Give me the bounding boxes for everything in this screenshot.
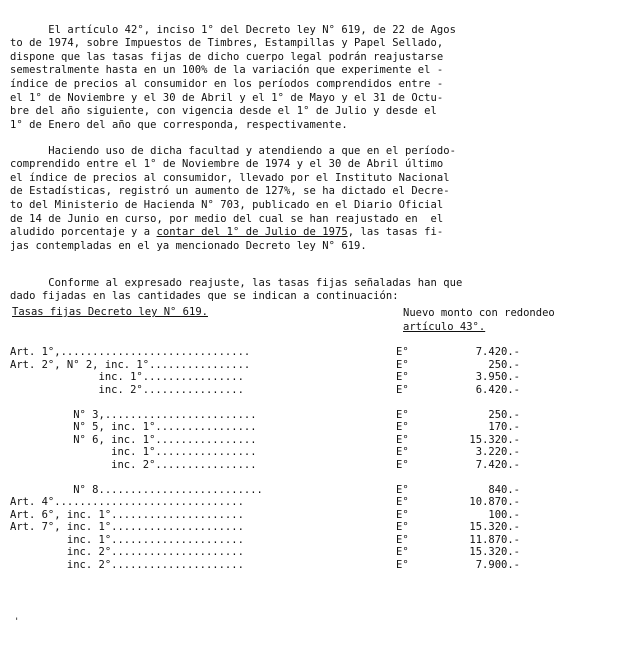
row-amount: 3.950.- <box>475 371 520 383</box>
row-label: inc. 2°..................... <box>10 558 244 571</box>
row-label: N° 5, inc. 1°................ <box>10 421 257 433</box>
table-row <box>10 546 520 559</box>
table-row <box>10 446 520 459</box>
row-amount: 15.320.- <box>469 521 520 533</box>
currency-symbol: E° <box>396 383 409 396</box>
stray-mark: ' <box>14 617 20 627</box>
table-row <box>10 359 520 372</box>
row-amount: 15.320.- <box>469 546 520 558</box>
row-amount: 6.420.- <box>475 383 520 396</box>
currency-symbol: E° <box>396 496 409 508</box>
row-amount: 170.- <box>488 421 520 433</box>
table-spacer-row <box>10 396 520 409</box>
table-row <box>10 346 520 359</box>
currency-symbol: E° <box>396 358 409 371</box>
row-label: Art. 4°.............................. <box>10 496 244 508</box>
currency-symbol: E° <box>396 521 409 533</box>
currency-symbol: E° <box>396 346 409 358</box>
table-row <box>10 371 520 384</box>
table-row <box>10 521 520 534</box>
row-label: inc. 2°................ <box>10 383 244 396</box>
table-row <box>10 421 520 434</box>
currency-symbol: E° <box>396 421 409 433</box>
currency-symbol: E° <box>396 433 409 446</box>
currency-symbol: E° <box>396 533 409 546</box>
paragraph-3: Conforme al expresado reajuste, las tasas fijas señaladas han que dado fijadas en las cantidades que se indican a continuación: <box>10 276 463 303</box>
row-label: inc. 2°..................... <box>10 546 244 558</box>
row-amount: 250.- <box>488 358 520 371</box>
row-amount: 7.900.- <box>475 558 520 571</box>
table-header-right: Nuevo monto con redondeo artículo 43°. <box>403 307 555 333</box>
paragraph-2: Haciendo uso de dicha facultad y atendiendo a que en el período- comprendido entre el 1° de Noviembre de 1974 y el 30 de Abril último el índice de precios al consumidor, llevado por el Instituto Nacional de Estadísticas, registró un aumento de 127%, se ha dictado el Decre- to del Ministerio de Hacienda N° 703, publicado en el Diario Oficial de 14 de Junio en curso, por medio del cual se han reajustado en el aludido porcentaje y a contar del 1° de Julio de 1975, las tasas fi- jas contempladas en el ya mencionado Decreto ley N° 619. <box>10 144 457 252</box>
row-label: inc. 1°................ <box>10 446 257 458</box>
table-header-left: Tasas fijas Decreto ley N° 619. <box>12 306 208 318</box>
row-amount: 840.- <box>488 483 520 496</box>
row-amount: 3.220.- <box>475 446 520 458</box>
row-amount: 15.320.- <box>469 433 520 446</box>
row-label: Art. 6°, inc. 1°..................... <box>10 508 244 521</box>
currency-symbol: E° <box>396 408 409 421</box>
currency-symbol: E° <box>396 546 409 558</box>
row-amount: 100.- <box>488 508 520 521</box>
row-amount: 7.420.- <box>475 346 520 358</box>
row-label: inc. 2°................ <box>10 458 257 471</box>
row-amount: 11.870.- <box>469 533 520 546</box>
row-label: Art. 7°, inc. 1°..................... <box>10 521 244 533</box>
row-label: inc. 1°..................... <box>10 533 244 546</box>
currency-symbol: E° <box>396 371 409 383</box>
table-spacer-row <box>10 471 520 484</box>
paragraph-1: El artículo 42°, inciso 1° del Decreto ley N° 619, de 22 de Agos to de 1974, sobre Impuestos de Timbres, Estampillas y Papel Sellado, dispone que las tasas fijas de dicho cuerpo legal podrán reajustarse semestralmente hasta en un 100% de la variación que experimente el - índice de precios al consumidor en los períodos comprendidos entre - el 1° de Noviembre y el 30 de Abril y el 1° de Mayo y el 31 de Octu- bre del año siguiente, con vigencia desde el 1° de Julio y desde el 1° de Enero del año que corresponda, respectivamente. <box>10 23 457 131</box>
row-label: N° 3,........................ <box>10 408 257 421</box>
table-row <box>10 434 520 447</box>
row-label: Art. 2°, N° 2, inc. 1°................ <box>10 358 251 371</box>
row-label: N° 6, inc. 1°................ <box>10 433 257 446</box>
table-row <box>10 496 520 509</box>
table-row <box>10 409 520 422</box>
table-row <box>10 384 520 397</box>
table-row <box>10 534 520 547</box>
row-amount: 7.420.- <box>475 458 520 471</box>
row-amount: 250.- <box>488 408 520 421</box>
row-label: inc. 1°................ <box>10 371 244 383</box>
currency-symbol: E° <box>396 483 409 496</box>
currency-symbol: E° <box>396 458 409 471</box>
table-row <box>10 459 520 472</box>
row-label: N° 8.......................... <box>10 483 263 496</box>
currency-symbol: E° <box>396 508 409 521</box>
currency-symbol: E° <box>396 446 409 458</box>
table-row <box>10 559 520 572</box>
row-label: Art. 1°,.............................. <box>10 346 251 358</box>
row-amount: 10.870.- <box>469 496 520 508</box>
table-row <box>10 484 520 497</box>
currency-symbol: E° <box>396 558 409 571</box>
table-row <box>10 509 520 522</box>
rates-table <box>10 346 520 571</box>
